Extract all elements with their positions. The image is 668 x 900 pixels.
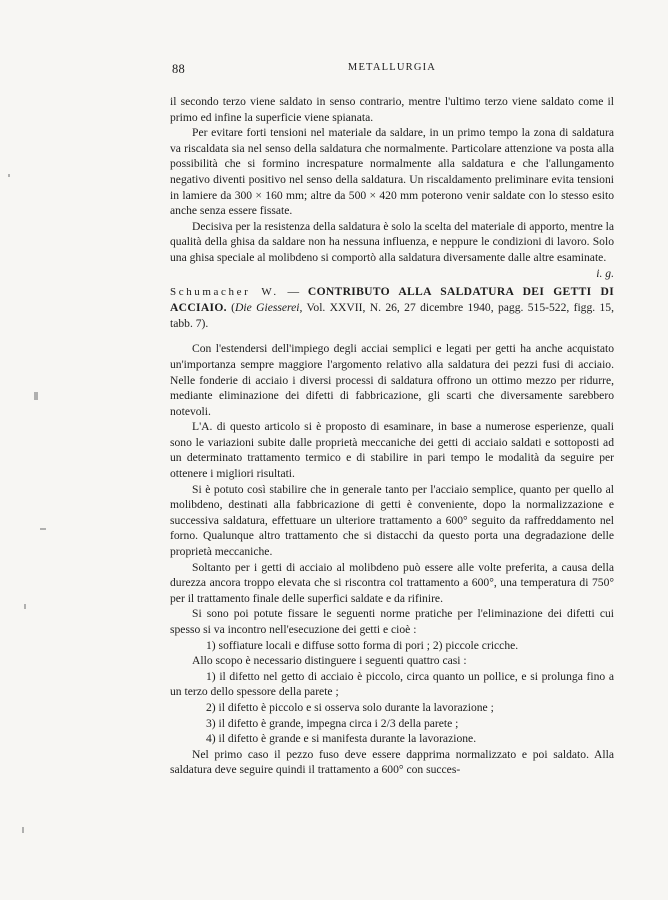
- scan-speck: [22, 827, 24, 833]
- journal-name: Die Giesserei,: [235, 301, 303, 315]
- case-item: 2) il difetto è piccolo e si osserva solo durante la lavorazione ;: [206, 700, 494, 714]
- article-heading: Schumacher W. — CONTRIBUTO ALLA SALDATURA DEI GETTI DI ACCIAIO. (Die Giesserei, Vol. XXVII, N. 26, 27 dicembre 1940, pagg. 515-522, figg. 15, tabb. 7).: [170, 284, 615, 330]
- paragraph: Allo scopo è necessario distinguere i seguenti quattro casi :: [192, 654, 467, 668]
- defects-list: 1) soffiature locali e diffuse sotto forma di pori ; 2) piccole cricche.: [206, 638, 519, 652]
- signature: i. g.: [596, 266, 614, 280]
- page-number: 88: [172, 62, 186, 76]
- heading-gap: [170, 331, 614, 341]
- paragraph: il secondo terzo viene saldato in senso contrario, mentre l'ultimo terzo viene saldato come il primo ed infine la superficie viene spianata.: [170, 95, 614, 124]
- scan-speck: [34, 392, 38, 400]
- paragraph-text: Decisiva per la resistenza della saldatura è solo la scelta del materiale di apporto, mentre la qualità della ghisa da saldare non ha nessuna influenza, e neppure le condizioni di lavoro. Solo una ghisa speciale al molibdeno si comportò alla saldatura diversamente dalle altre esaminate.: [170, 219, 614, 264]
- running-title: METALLURGIA: [347, 62, 437, 73]
- paragraph: L'A. di questo articolo si è proposto di esaminare, in base a numerose esperienze, quali sono le variazioni subite dalle proprietà meccaniche dei getti di acciaio saldati e sottoposti ad un determinato trattamento termico e di stabilire in pari tempo le modalità da seguire per ottenere i migliori risultati.: [170, 420, 614, 481]
- section-gap: [170, 266, 614, 284]
- case-item: 4) il difetto è grande e si manifesta durante la lavorazione.: [206, 732, 477, 746]
- case-item: 3) il difetto è grande, impegna circa i 2/3 della parete ;: [206, 716, 459, 730]
- scan-speck: [8, 174, 10, 177]
- paragraph: Soltanto per i getti di acciaio al molibdeno può essere alle volte preferita, a causa della durezza ancora troppo elevata che si riscontra col trattamento a 600°, una temperatura di 750° per il trattamento finale delle superfici saldate e da rifinire.: [170, 560, 614, 605]
- scan-speck: [40, 528, 46, 530]
- scan-speck: [24, 604, 26, 609]
- paragraph: Per evitare forti tensioni nel materiale da saldare, in un primo tempo la zona di saldatura va riscaldata sia nel senso della saldatura che normalmente. Particolare attenzione va posta alla possibilità che si formino increspature normalmente alla saldatura e che l'allungamento negativo diventi positivo nel senso della saldatura. Un riscaldamento preliminare evita tensioni in lamiere da 300 × 160 mm; altre da 500 × 420 mm poterono venir saldate con lo stesso esito anche senza essere fissate.: [170, 126, 614, 218]
- paragraph: Si sono poi potute fissare le seguenti norme pratiche per l'eliminazione dei difetti cui spesso si va incontro nell'esecuzione dei getti e cioè :: [170, 607, 614, 636]
- paragraph: Si è potuto così stabilire che in generale tanto per l'acciaio semplice, quanto per quello al molibdeno, destinati alla fabbricazione di getti è conveniente, dopo la normalizzazione e successiva saldatura, effettuare un ulteriore trattamento a 600° seguito da raffreddamento nel forno. Qualunque altro trattamento che si distacchi da questo porta una degradazione delle proprietà meccaniche.: [170, 482, 614, 559]
- text-body: [170, 94, 614, 778]
- paragraph: Nel primo caso il pezzo fuso deve essere dapprima normalizzato e poi saldato. Alla saldatura deve seguire quindi il trattamento a 600° con succes-: [170, 747, 614, 777]
- article-title: CONTRIBUTO ALLA SALDATURA DEI GETTI DI ACCIAIO.: [170, 284, 615, 315]
- paragraph: [170, 219, 614, 280]
- heading-dash: —: [278, 284, 308, 298]
- paragraph: Con l'estendersi dell'impiego degli acciai semplici e legati per getti ha anche acquistato un'importanza sempre maggiore l'argomento relativo alla saldatura dei pezzi fusi di acciaio. Nelle fonderie di acciaio i diversi processi di saldatura offrono un ottimo mezzo per ridurre, mediante eliminazione dei difetti di fabbricazione, gli scarti che diversamente sarebbero notevoli.: [170, 342, 614, 418]
- case-item: 1) il difetto nel getto di acciaio è piccolo, circa quanto un pollice, e si prolunga fino a un terzo dello spessore della parete ;: [170, 669, 614, 699]
- article-author: Schumacher W.: [170, 285, 279, 298]
- journal-reference: Vol. XXVII, N. 26, 27 dicembre 1940, pagg. 515-522, figg. 15, tabb. 7).: [170, 301, 614, 330]
